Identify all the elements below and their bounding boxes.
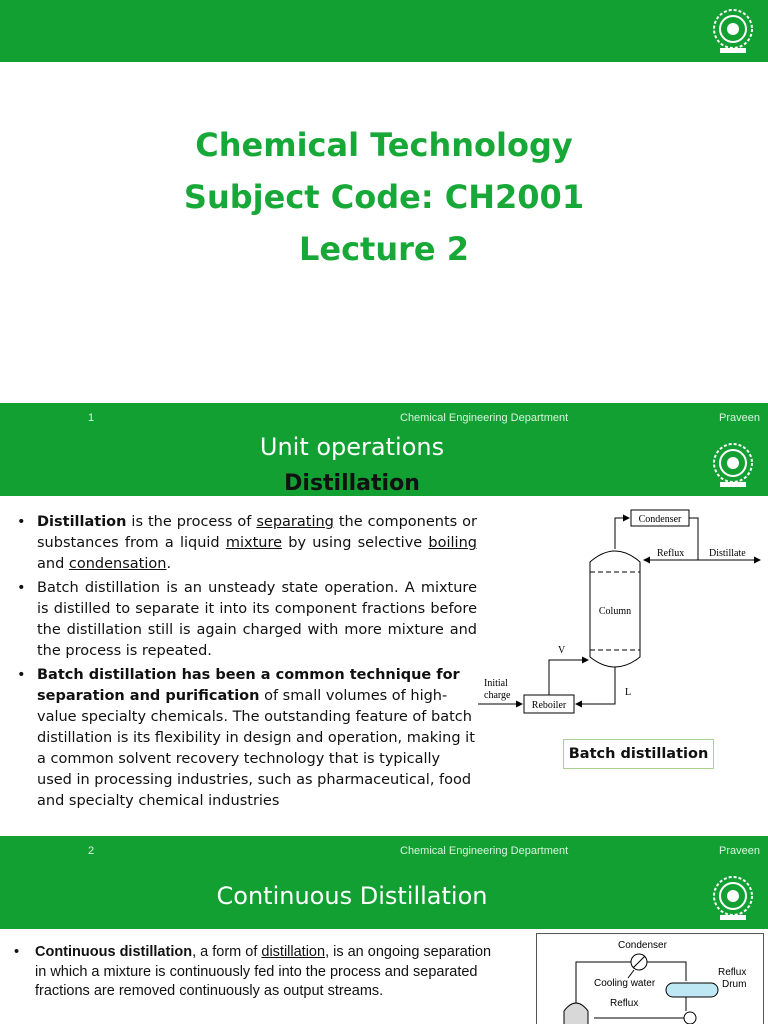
bullet-distillation-definition [17, 512, 477, 575]
slide-3-heading: Continuous Distillation [216, 882, 488, 910]
reflux-drum-label-1: Reflux [718, 967, 747, 978]
cooling-water-label: Cooling water [594, 978, 656, 989]
term-continuous-distillation: Continuous distillation [35, 944, 193, 960]
slide-1-top-bar [0, 0, 768, 62]
bullet-continuous-distillation [14, 943, 505, 1002]
link-condensation[interactable]: condensation [68, 556, 167, 572]
reflux-label: Reflux [610, 998, 639, 1009]
continuous-distillation-diagram [536, 933, 764, 1024]
text: the components or substances from a liquid [37, 514, 477, 551]
bullet-batch-unsteady [17, 578, 477, 662]
institute-logo-icon [708, 6, 758, 56]
slide-1-title-line-2: Subject Code: CH2001 [183, 178, 585, 216]
slide-1-footer [0, 403, 768, 433]
slide-2-footer [0, 836, 768, 866]
term-distillation: Distillation [37, 514, 127, 530]
distillate-label: Distillate [709, 548, 746, 559]
department-label: Chemical Engineering Department [400, 845, 569, 857]
text: and [37, 556, 69, 572]
text: , a form of [192, 944, 262, 960]
column-label: Column [598, 606, 632, 617]
slide-1-title-line-3: Lecture 2 [298, 230, 470, 268]
text: is the process of [126, 514, 257, 530]
author-label: Praveen [719, 845, 760, 857]
link-separating[interactable]: separating [256, 514, 334, 530]
department-label: Chemical Engineering Department [400, 412, 569, 424]
condenser-label: Condenser [638, 514, 682, 525]
author-label: Praveen [719, 412, 760, 424]
link-distillation[interactable]: distillation [261, 944, 326, 960]
batch-distillation-diagram [476, 502, 768, 724]
slide-2-heading-2: Distillation [284, 471, 420, 496]
institute-logo-icon [708, 873, 758, 923]
bullet-text: of small volumes of high-value specialty chemicals. The outstanding feature of batch distillation is its flexibility in design and operation, making it a common solvent recovery technology that is typically used in processing industries, such as pharmaceutical, food and specialty chemical industries [37, 688, 475, 809]
initial-label: Initial [484, 678, 508, 689]
text: , is an ongoing separation in which a mixture is continuously fed into the process and separated fractions are removed continuously as output streams. [35, 944, 492, 999]
bullet-batch-technique [17, 665, 477, 812]
charge-label: charge [484, 690, 511, 701]
text: . [166, 556, 172, 572]
link-boiling[interactable]: boiling [428, 535, 477, 551]
reflux-drum [666, 983, 718, 997]
institute-logo-icon [708, 440, 758, 490]
bullet-bold-text: Batch distillation has been a common technique for separation and purification [37, 667, 460, 704]
bullet-icon: • [17, 514, 26, 530]
v-label: V [558, 645, 566, 656]
bullet-icon: • [14, 944, 20, 960]
slide-1-title-line-1: Chemical Technology [195, 126, 573, 164]
bullet-icon: • [17, 580, 26, 596]
slide-2-heading-1: Unit operations [259, 433, 445, 461]
bullet-text: Batch distillation is an unsteady state operation. A mixture is distilled to separate it into its component fractions before the distillation still is again charged with more mixture and the process is repeated. [37, 580, 477, 659]
pump-icon [684, 1012, 696, 1024]
l-label: L [625, 687, 632, 698]
reboiler-label: Reboiler [531, 700, 567, 711]
condenser-label: Condenser [618, 940, 667, 951]
reflux-drum-label-2: Drum [722, 979, 747, 990]
text: by using selective [282, 535, 429, 551]
link-mixture[interactable]: mixture [225, 535, 283, 551]
page-number: 2 [88, 845, 95, 857]
reflux-label: Reflux [657, 548, 685, 559]
page-number: 1 [88, 412, 95, 424]
bullet-icon: • [17, 667, 26, 683]
diagram-caption: Batch distillation [563, 739, 714, 769]
